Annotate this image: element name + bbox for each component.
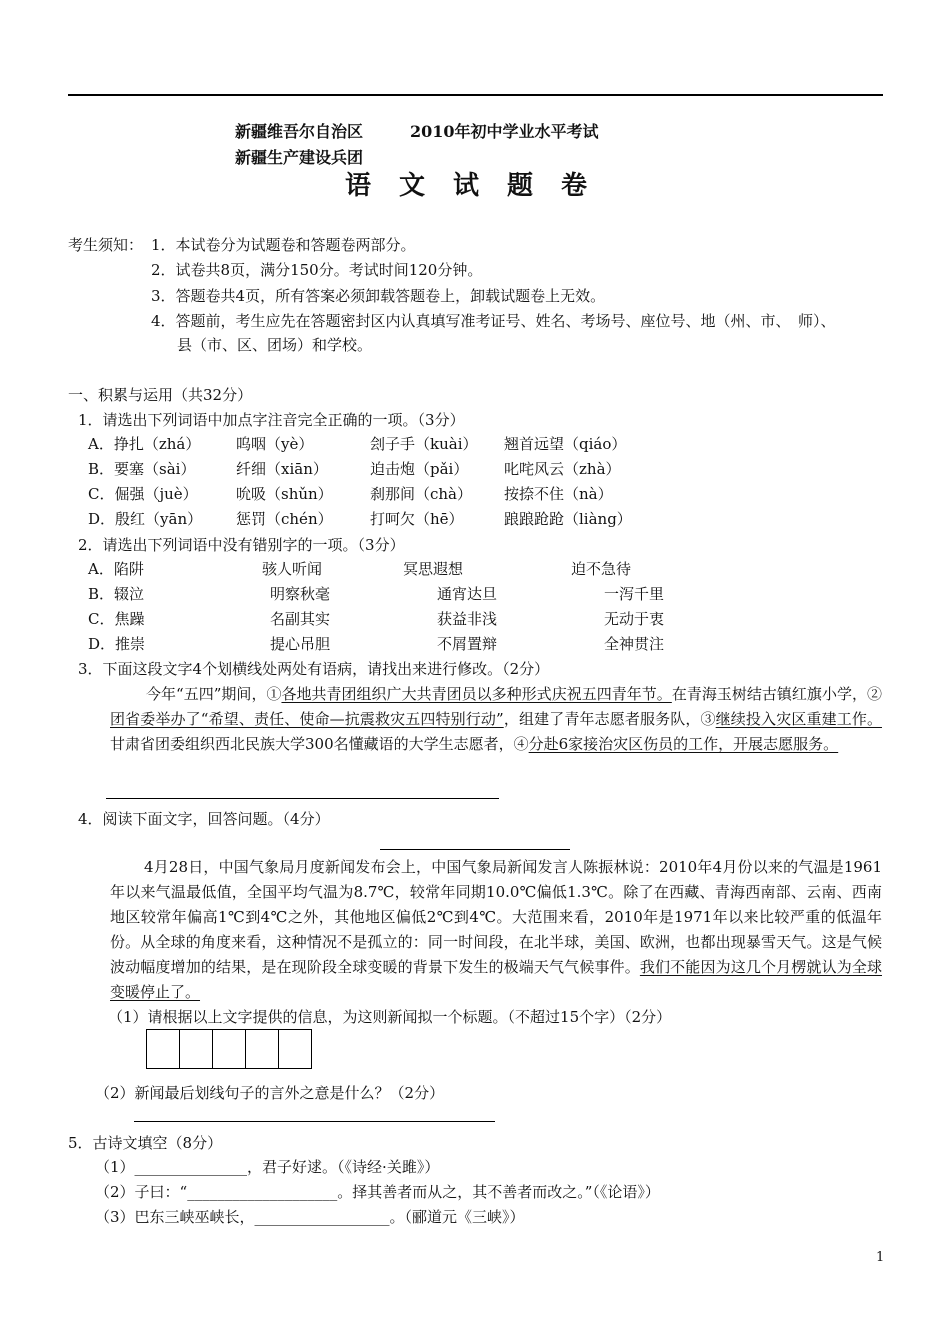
notice-item: 4．答题前，考生应先在答题密封区内认真填写准考证号、姓名、考场号、座位号、地（州、市、 师）、 (151, 312, 836, 330)
q3-text: ，组建了青年志愿者服务队，③ (503, 710, 716, 728)
q3-text: 今年“五四”期间，① (146, 685, 282, 703)
q2-stem: 2．请选出下列词语中没有错别字的一项。（3分） (78, 536, 405, 554)
q5-line: （3）巴东三峡巫峡长，__________________。（郦道元《三峡》） (95, 1208, 525, 1226)
q2-option: 冥思遐想 (403, 560, 464, 578)
q5-line: （2）子曰：“____________________。择其善者而从之，其不善者而改之。”（《论语》） (95, 1183, 660, 1201)
q1-option: 惩罚（chén） (236, 510, 333, 528)
q1-option: 按捺不住（nà） (504, 485, 613, 503)
q1-option: C．倔强（juè） (88, 485, 198, 503)
q2-option: B．辍泣 (88, 585, 145, 603)
q3-underlined: 分赴6家接治灾区伤员的工作，开展志愿服务。 (528, 735, 839, 753)
q1-option: 刽子手（kuài） (370, 435, 478, 453)
notice-item: 1．本试卷分为试题卷和答题卷两部分。 (151, 236, 416, 254)
q4-title-boxes (147, 1029, 312, 1069)
q3-text: 在青海玉树结古镇红旗小学，② (671, 685, 882, 703)
q3-stem: 3．下面这段文字4个划横线处两处有语病，请找出来进行修改。（2分） (78, 660, 550, 678)
q2-option: C．焦躁 (88, 610, 145, 628)
q2-option: 明察秋毫 (270, 585, 331, 603)
header-region2: 新疆生产建设兵团 (235, 148, 364, 167)
q3-passage (110, 682, 882, 757)
q2-option: A．陷阱 (88, 560, 144, 578)
header-exam: 2010年初中学业水平考试 (410, 122, 599, 141)
q3-underlined: 继续投入灾区重建工作。 (715, 710, 882, 728)
q1-option: 刹那间（chà） (370, 485, 473, 503)
q1-option: 吮吸（shǔn） (236, 485, 333, 503)
q2-option: 不屑置辩 (437, 635, 498, 653)
q4-sub2: （2）新闻最后划线句子的言外之意是什么？（2分） (95, 1084, 445, 1102)
q4-stem: 4．阅读下面文字，回答问题。（4分） (78, 810, 330, 828)
q4-sub1: （1）请根据以上文字提供的信息，为这则新闻拟一个标题。（不超过15个字）（2分） (108, 1008, 672, 1026)
q2-option: 无动于衷 (604, 610, 665, 628)
q1-option: A．挣扎（zhá） (88, 435, 201, 453)
q1-option: 迫击炮（pǎi） (370, 460, 469, 478)
notice-label: 考生须知： (68, 236, 144, 254)
q5-line: （1）_______________，君子好逑。（《诗经·关雎》） (95, 1158, 440, 1176)
q4-answer-line (134, 1121, 495, 1122)
q2-option: 提心吊胆 (270, 635, 331, 653)
q1-option: 叱咤风云（zhà） (504, 460, 621, 478)
q1-stem: 1．请选出下列词语中加点字注音完全正确的一项。（3分） (78, 411, 465, 429)
answer-box[interactable] (278, 1029, 312, 1069)
header-region1: 新疆维吾尔自治区 (235, 122, 364, 141)
answer-box[interactable] (146, 1029, 180, 1069)
q5-stem: 5．古诗文填空（8分） (68, 1134, 223, 1152)
q4-text: 4月28日，中国气象局月度新闻发布会上，中国气象局新闻发言人陈振林说：2010年4月份以来的气温是1961年以来气温最低值，全国平均气温为8.7℃，较常年同期10.0℃偏低1.3℃。除了在西藏、青海西南部、云南、西南地区较常年偏高1℃到4℃之外，其他地区偏低2℃到4℃。大范围来看，2010年是1971年以来比较严重的低温年份。从全球的角度来看，这种情况不是孤立的：同一时间段，在北半球，美国、欧洲，也都出现暴雪天气。这是气候波动幅度增加的结果，是在现阶段全球变暖的背景下发生的极端天气气候事件。 (110, 858, 882, 976)
q2-option: 迫不急待 (571, 560, 632, 578)
top-rule (68, 94, 883, 96)
q2-option: 名副其实 (270, 610, 331, 628)
notice-item: 3．答题卷共4页，所有答案必须卸载答题卷上，卸载试题卷上无效。 (151, 287, 606, 305)
answer-box[interactable] (245, 1029, 279, 1069)
q1-option: D．殷红（yān） (88, 510, 203, 528)
notice-item: 2．试卷共8页，满分150分。考试时间120分钟。 (151, 261, 483, 279)
q2-option: D．推崇 (88, 635, 146, 653)
answer-box[interactable] (179, 1029, 213, 1069)
q1-option: 翘首远望（qiáo） (504, 435, 627, 453)
q1-option: 打呵欠（hē） (370, 510, 464, 528)
page-number: 1 (876, 1250, 885, 1265)
q4-passage (110, 855, 882, 1005)
q2-option: 全神贯注 (604, 635, 665, 653)
section-heading: 一、积累与运用（共32分） (68, 386, 253, 404)
q2-option: 一泻千里 (604, 585, 665, 603)
q2-option: 通宵达旦 (437, 585, 498, 603)
q2-option: 获益非浅 (437, 610, 498, 628)
q3-answer-line (106, 798, 499, 799)
q4-title-line (380, 849, 570, 850)
notice-item: 县（市、区、团场）和学校。 (177, 336, 373, 354)
page-title: 语文试题卷 (345, 171, 616, 201)
q3-text: 甘肃省团委组织西北民族大学300名懂藏语的大学生志愿者，④ (110, 735, 529, 753)
q1-option: 踉踉跄跄（liàng） (504, 510, 632, 528)
q3-underlined: 团省委举办了“希望、责任、使命—抗震救灾五四特别行动” (110, 710, 504, 728)
q3-underlined: 各地共青团组织广大共青团员以多种形式庆祝五四青年节。 (281, 685, 672, 703)
q2-option: 骇人听闻 (262, 560, 323, 578)
q1-option: B．要塞（sài） (88, 460, 196, 478)
answer-box[interactable] (212, 1029, 246, 1069)
q4-underlined: 我们不能因为这几个月楞就认为全球变暖停止了。 (110, 958, 882, 1001)
q1-option: 纤细（xiān） (236, 460, 328, 478)
q1-option: 呜咽（yè） (236, 435, 314, 453)
